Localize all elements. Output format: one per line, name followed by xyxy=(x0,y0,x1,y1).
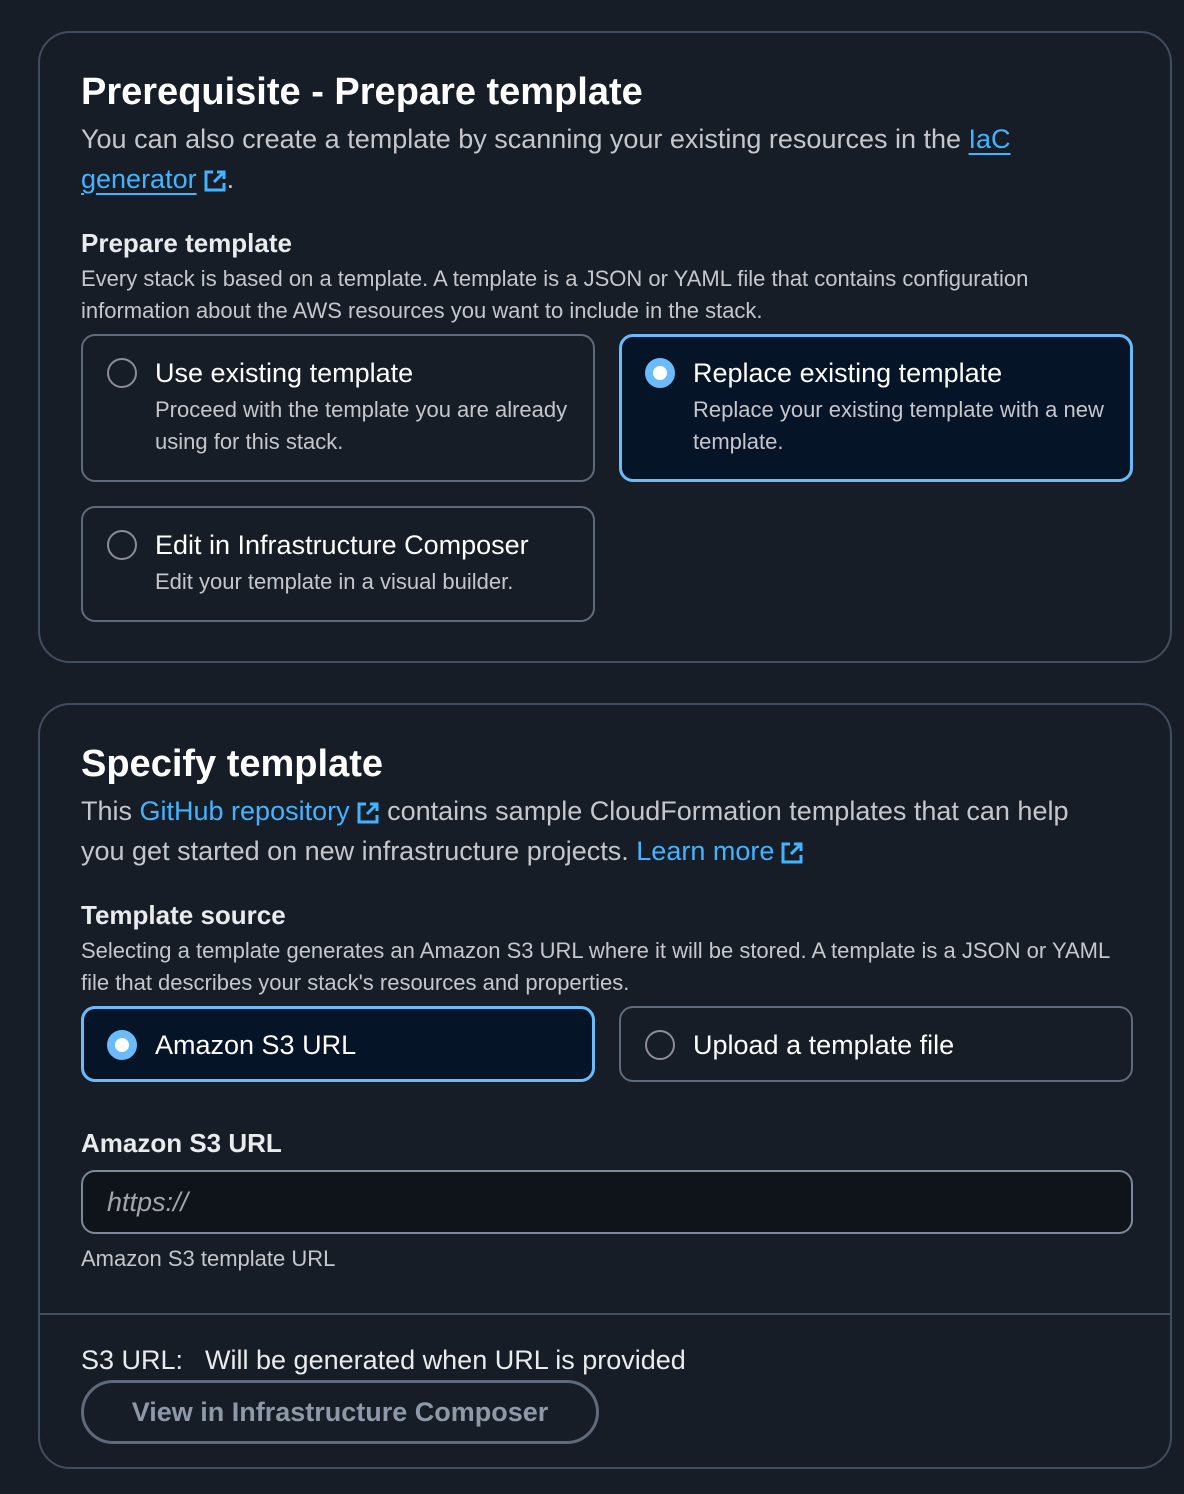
option-title: Replace existing template xyxy=(693,358,1003,388)
prerequisite-description xyxy=(81,119,1081,199)
external-link-icon xyxy=(356,801,380,825)
learn-more-link-label: Learn more xyxy=(636,836,775,866)
specify-template-description xyxy=(81,791,1091,871)
s3-url-value: Will be generated when URL is provided xyxy=(205,1345,686,1375)
prerequisite-panel xyxy=(38,31,1172,663)
external-link-icon xyxy=(780,841,804,865)
specify-desc-middle: contains sample CloudFormation templates that can help you get started on new infrastructure projects. xyxy=(81,796,1069,866)
amazon-s3-url-hint: Amazon S3 template URL xyxy=(81,1246,336,1271)
radio-edit-composer[interactable] xyxy=(107,530,137,560)
option-description: Edit your template in a visual builder. xyxy=(155,569,514,594)
radio-upload-template-file[interactable] xyxy=(645,1030,675,1060)
source-option-upload-template-file[interactable] xyxy=(619,1006,1133,1082)
option-use-existing-template[interactable] xyxy=(81,334,595,482)
option-title: Edit in Infrastructure Composer xyxy=(155,530,529,560)
prerequisite-desc-text: You can also create a template by scanning your existing resources in the xyxy=(81,124,969,154)
option-title: Use existing template xyxy=(155,358,414,388)
source-option-title: Amazon S3 URL xyxy=(155,1030,357,1060)
option-edit-in-infrastructure-composer[interactable] xyxy=(81,506,595,622)
github-repository-link[interactable] xyxy=(140,796,380,826)
radio-replace-existing[interactable] xyxy=(645,358,675,388)
specify-template-title: Specify template xyxy=(81,743,383,785)
learn-more-link[interactable] xyxy=(636,836,804,866)
prerequisite-title: Prerequisite - Prepare template xyxy=(81,71,643,113)
option-replace-existing-template[interactable] xyxy=(619,334,1133,482)
s3-url-status xyxy=(81,1345,686,1376)
amazon-s3-url-label: Amazon S3 URL xyxy=(81,1128,282,1158)
source-option-amazon-s3-url[interactable] xyxy=(81,1006,595,1082)
template-source-label: Template source xyxy=(81,900,286,930)
github-repository-link-label: GitHub repository xyxy=(139,796,350,826)
view-in-infrastructure-composer-button[interactable]: View in Infrastructure Composer xyxy=(81,1380,599,1444)
amazon-s3-url-input[interactable] xyxy=(81,1170,1133,1234)
radio-amazon-s3-url[interactable] xyxy=(107,1030,137,1060)
specify-desc-prefix: This xyxy=(81,796,140,826)
prerequisite-desc-suffix: . xyxy=(226,164,235,194)
prepare-template-description: Every stack is based on a template. A template is a JSON or YAML file that contains configuration information about the AWS resources you want to include in the stack. xyxy=(81,266,1029,323)
prepare-template-label: Prepare template xyxy=(81,228,292,258)
section-divider xyxy=(40,1313,1170,1315)
specify-template-panel xyxy=(38,703,1172,1469)
iac-generator-link-label: IaC generator xyxy=(81,124,1011,194)
option-description: Proceed with the template you are already using for this stack. xyxy=(155,397,568,454)
s3-url-key: S3 URL: xyxy=(81,1345,184,1375)
external-link-icon xyxy=(203,169,227,193)
radio-use-existing[interactable] xyxy=(107,358,137,388)
source-option-title: Upload a template file xyxy=(693,1030,955,1060)
option-description: Replace your existing template with a new template. xyxy=(693,397,1104,454)
template-source-description: Selecting a template generates an Amazon S3 URL where it will be stored. A template is a JSON or YAML file that describes your stack's resources and properties. xyxy=(81,938,1110,995)
